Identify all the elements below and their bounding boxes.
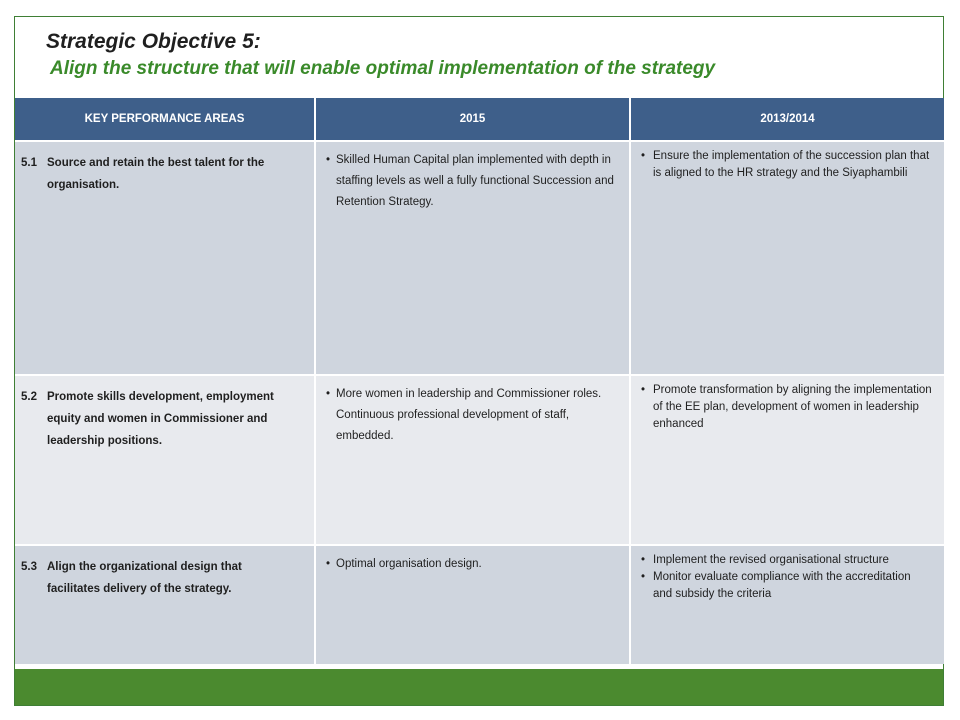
kpa-cell [15,545,315,664]
kpa-text: Source and retain the best talent for the [47,157,265,169]
kpa-text-cont: equity and women in Commissioner and leadership positions. [47,413,268,447]
target-2013-2014-cell [630,375,944,545]
footer-bar [15,669,943,705]
kpa-number: 5.1 [21,157,37,169]
bullet-item: • Optimal organisation design. [326,554,617,575]
kpa-number: 5.3 [21,561,37,573]
target-2015-cell [315,141,630,375]
slide-subtitle: Align the structure that will enable optimal implementation of the strategy [50,58,716,79]
bullet-item: • More women in leadership and Commissioner roles. Continuous professional development of staff, embedded. [326,384,617,447]
header-2013-2014: 2013/2014 [630,98,944,141]
table-header-row [15,98,944,141]
header-2015: 2015 [315,98,630,141]
kpa-cell [15,375,315,545]
slide-title: Strategic Objective 5: [46,30,261,53]
kpa-text: Align the organizational design that [47,561,242,573]
kpa-text-cont: organisation. [47,179,120,191]
kpa-table [15,98,944,664]
kpa-text-cont: facilitates delivery of the strategy. [47,583,232,595]
kpa-text: Promote skills development, employment [47,391,274,403]
bullet-item: • Monitor evaluate compliance with the accreditation and subsidy the criteria [641,569,932,603]
bullet-item: • Skilled Human Capital plan implemented with depth in staffing levels as well a fully functional Succession and Retention Strategy. [326,150,617,213]
target-2013-2014-cell [630,141,944,375]
kpa-number: 5.2 [21,391,37,403]
target-2015-cell [315,545,630,664]
bullet-item: • Promote transformation by aligning the implementation of the EE plan, development of women in leadership enhanced [641,382,932,433]
kpa-cell [15,141,315,375]
table-row [15,141,944,375]
table-row [15,545,944,664]
target-2015-cell [315,375,630,545]
bullet-item: • Implement the revised organisational structure [641,552,932,569]
bullet-item: • Ensure the implementation of the succession plan that is aligned to the HR strategy and the Siyaphambili [641,148,932,182]
header-key-performance-areas: KEY PERFORMANCE AREAS [15,98,315,141]
table-row [15,375,944,545]
target-2013-2014-cell [630,545,944,664]
